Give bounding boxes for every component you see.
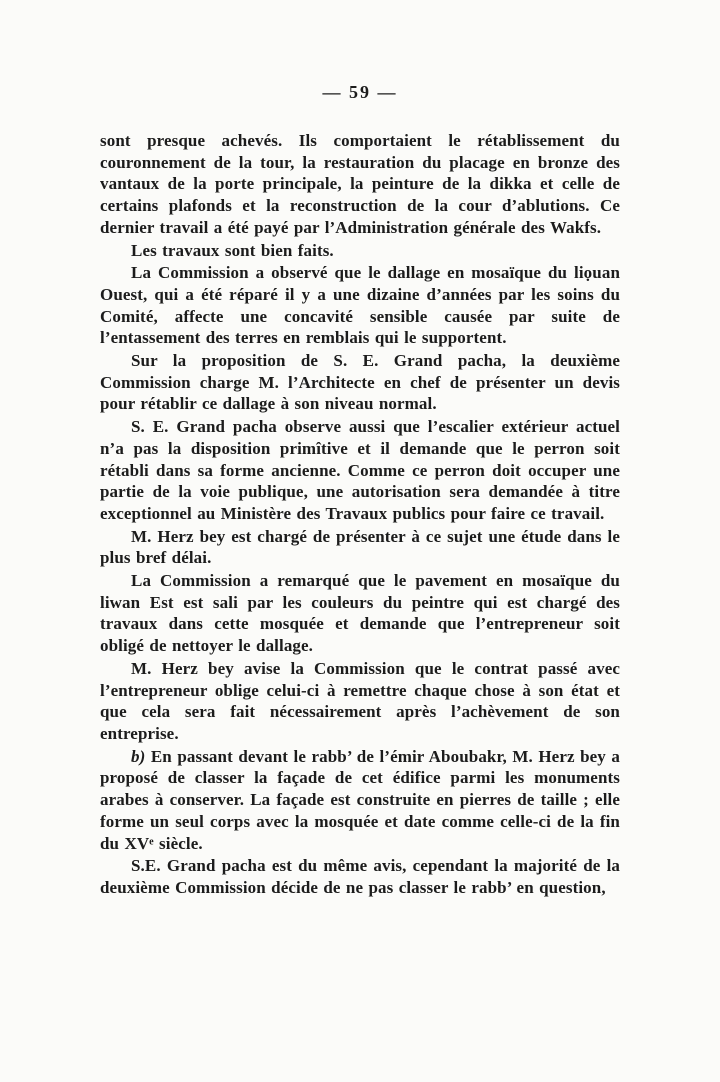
- paragraph: Sur la proposition de S. E. Grand pacha, la deuxième Commission charge M. l’Architecte en chef de présenter un devis pour rétablir ce dallage à son niveau normal.: [100, 351, 620, 414]
- paragraph: La Commission a remarqué que le pavement en mosaïque du liwan Est est sali par les couleurs du peintre qui est chargé des travaux dans cette mosquée et demande que l’entrepreneur soit obligé de nettoyer le dallage.: [100, 571, 620, 656]
- paragraph: S.E. Grand pacha est du même avis, cependant la majorité de la deuxième Commission décide de ne pas classer le rabb’ en question,: [100, 856, 620, 897]
- paragraph: M. Herz bey avise la Commission que le contrat passé avec l’entrepreneur oblige celui-ci à remettre chaque chose à son état et que cela sera fait nécessairement après l’achèvement de son entreprise.: [100, 658, 620, 743]
- paragraph: M. Herz bey est chargé de présenter à ce sujet une étude dans le plus bref délai.: [100, 526, 620, 568]
- page-body: [100, 130, 620, 900]
- paragraph: S. E. Grand pacha observe aussi que l’escalier extérieur actuel n’a pas la disposition primîtive et il demande que le perron soit rétabli dans sa forme ancienne. Comme ce perron doit occuper une partie de la voie publique, une autorisation sera demandée à titre exceptionnel au Ministère des Travaux publics pour faire ce travail.: [100, 417, 620, 523]
- paragraph-lead-italic: b): [131, 746, 146, 766]
- page-number: — 59 —: [322, 82, 398, 102]
- paragraph: b) En passant devant le rabb’ de l’émir Aboubakr, M. Herz bey a proposé de classer la façade de cet édifice parmi les monuments arabes à conserver. La façade est construite en pierres de taille ; elle forme un seul corps avec la mosquée et date comme celle-ci de la fin du XVᵉ siècle.: [100, 746, 620, 853]
- paragraph: La Commission a observé que le dallage en mosaïque du liọuan Ouest, qui a été réparé il y a une dizaine d’années par les soins du Comité, affecte une concavité sensible causée par suite de l’entassement des terres en remblais qui le supportent.: [100, 263, 620, 348]
- paragraph: sont presque achevés. Ils comportaient le rétablissement du couronnement de la tour, la restauration du placage en bronze des vantaux de la porte principale, la peinture de la dikka et celle de certains plafonds et la reconstruction de la cour d’ablutions. Ce dernier travail a été payé par l’Administration générale des Wakfs.: [100, 131, 620, 237]
- paragraph: Les travaux sont bien faits.: [131, 240, 334, 260]
